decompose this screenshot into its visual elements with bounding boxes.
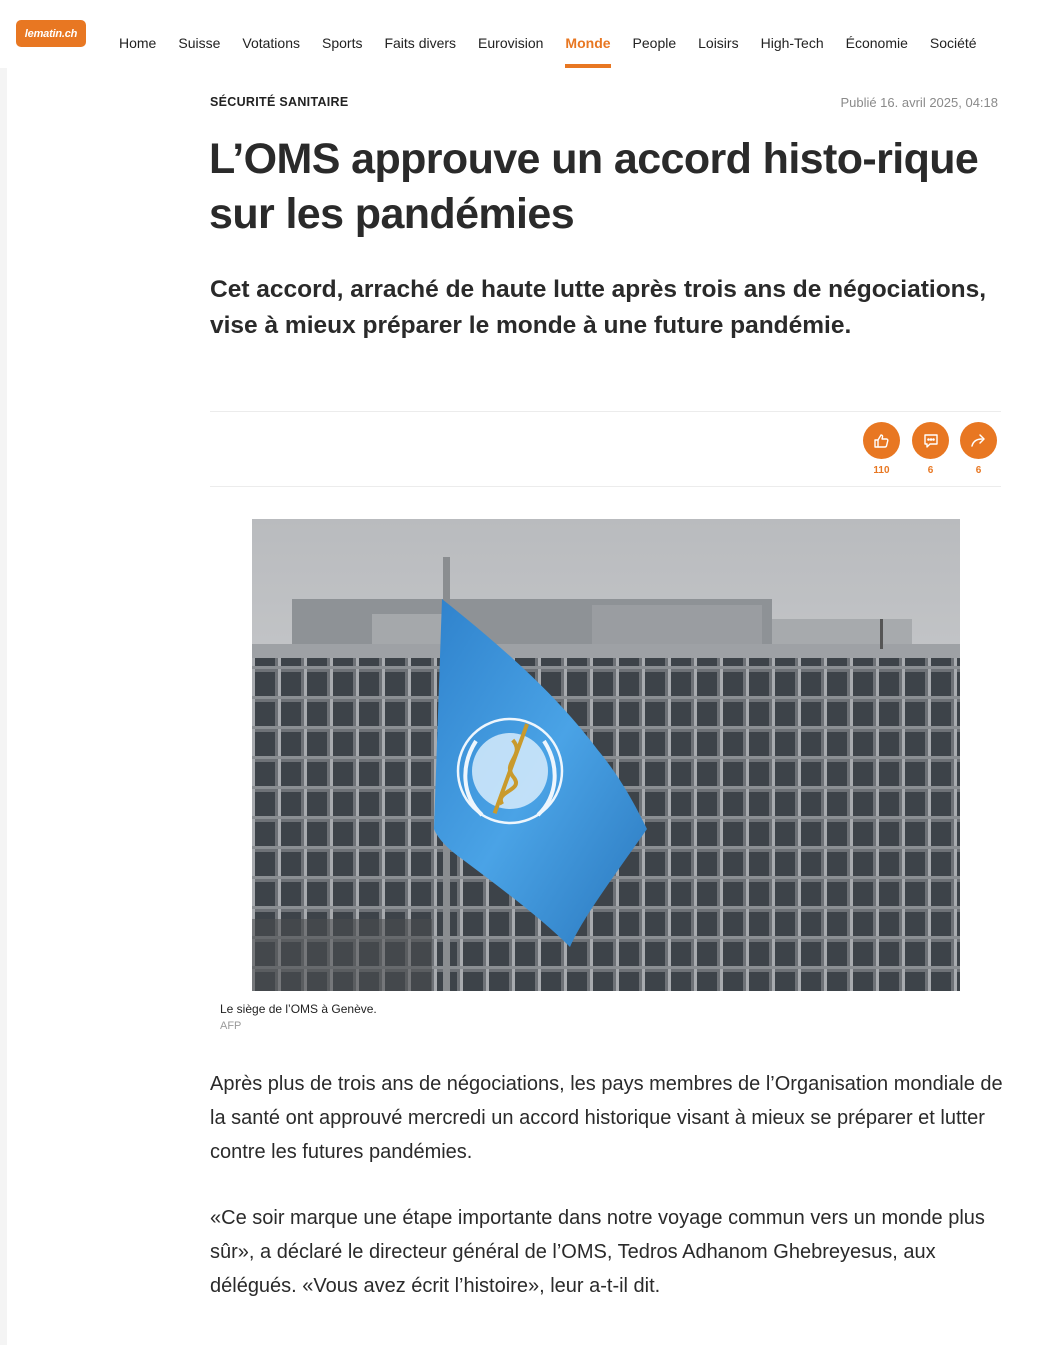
reactions-button[interactable] [863, 422, 900, 459]
article-lead: Cet accord, arraché de haute lutte après trois ans de négociations, vise à mieux préparer le monde à une future pandémie. [210, 276, 987, 339]
nav-item-votations[interactable]: Votations [242, 35, 300, 51]
shares-action [960, 422, 997, 476]
nav-item-suisse[interactable]: Suisse [178, 35, 221, 51]
divider-bottom [210, 486, 1001, 487]
publish-date: Publié 16. avril 2025, 04:18 [840, 95, 998, 110]
nav-item-monde[interactable]: Monde [554, 0, 621, 68]
article-kicker: SÉCURITÉ SANITAIRE [210, 95, 349, 109]
main-nav [108, 0, 988, 68]
comments-action [912, 422, 949, 476]
site-header [0, 0, 1043, 68]
nav-item-high-tech[interactable]: High-Tech [760, 35, 824, 51]
comment-icon [922, 432, 940, 450]
nav-item-sports[interactable]: Sports [322, 35, 363, 51]
shares-count: 6 [975, 465, 982, 476]
who-emblem [458, 719, 562, 823]
nav-item-economie[interactable]: Économie [845, 35, 908, 51]
site-logo[interactable]: lematin.ch [16, 20, 86, 47]
left-rail [0, 68, 7, 1345]
thumbs-icon [872, 431, 892, 451]
nav-item-faits-divers[interactable]: Faits divers [384, 35, 457, 51]
photo-caption: Le siège de l’OMS à Genève. [220, 1002, 377, 1016]
share-button[interactable] [960, 422, 997, 459]
reactions-count: 110 [873, 465, 890, 476]
divider-top [210, 411, 1001, 412]
article-title: L’OMS approuve un accord histo-rique sur les pandémies [209, 135, 979, 238]
share-icon [969, 431, 989, 451]
comments-button[interactable] [912, 422, 949, 459]
nav-item-societe[interactable]: Société [929, 35, 977, 51]
article-paragraph-1: Après plus de trois ans de négociations, les pays membres de l’Organisation mondiale de la santé ont approuvé mercredi un accord historique visant à mieux se préparer et lutter contre les futures pandémies. [210, 1073, 1003, 1163]
article-photo [252, 519, 960, 991]
nav-item-eurovision[interactable]: Eurovision [478, 35, 544, 51]
nav-item-people[interactable]: People [632, 35, 677, 51]
article-paragraph-2: «Ce soir marque une étape importante dans notre voyage commun vers un monde plus sûr», a déclaré le directeur général de l’OMS, Tedros Adhanom Ghebreyesus, aux délégués. «Vous avez écrit l’histoire», leur a-t-il dit. [210, 1207, 985, 1297]
nav-item-loisirs[interactable]: Loisirs [698, 35, 739, 51]
photo-credit: AFP [220, 1020, 242, 1032]
reactions-action [863, 422, 900, 476]
comments-count: 6 [927, 465, 934, 476]
nav-item-home[interactable]: Home [119, 35, 157, 51]
